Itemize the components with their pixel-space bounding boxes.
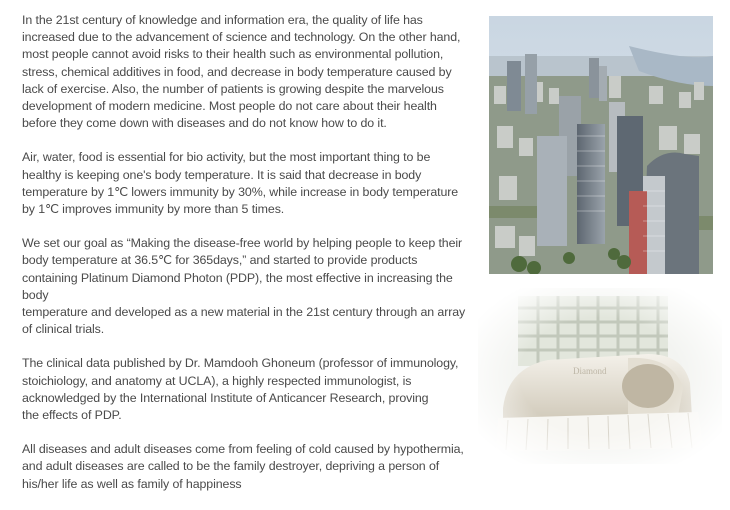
paragraph-intro: In the 21st century of knowledge and information era, the quality of life has increased due to the advancement of science and technology. On the other hand, most people cannot avoid risks to their health such as environmental pollution, stress, chemical additives in food, and decrease in body temperature caused by lack of exercise. Also, the number of patients is growing despite the marvelous development of modern medicine. Most people do not care about their health before they come down with diseases and do not know how to do it. [22, 13, 461, 131]
city-skyline-photo [489, 16, 713, 274]
paragraph-hypothermia: All diseases and adult diseases come from feeling of cold caused by hypothermia, and adult diseases are called to be the family destroyer, depriving a person of his/her life as well as family of happiness [22, 442, 464, 491]
intro-text [22, 12, 470, 510]
paragraph-body-temperature: Air, water, food is essential for bio activity, but the most important thing to be healthy is keeping one's body temperature. It is said that decrease in body temperature by 1℃ lowers immunity by 30%, while increase in body temperature by 1℃ improves immunity by more than 5 times. [22, 150, 459, 217]
dome-sauna-device-photo [478, 288, 722, 464]
paragraph-goal: We set our goal as “Making the disease-free world by helping people to keep their body temperature at 36.5℃ for 365days,” and started to provide products containing Platinum Diamond Photon (PDP), the most effective in increasing the body temperature and developed as a new material in the 21st century through an array of clinical trials. [22, 236, 466, 337]
paragraph-clinical-data: The clinical data published by Dr. Mamdooh Ghoneum (professor of immunology, stoichiology, and anatomy at UCLA), a highly respected immunologist, is acknowledged by the International Institute of Anticancer Research, proving the effects of PDP. [22, 356, 459, 423]
